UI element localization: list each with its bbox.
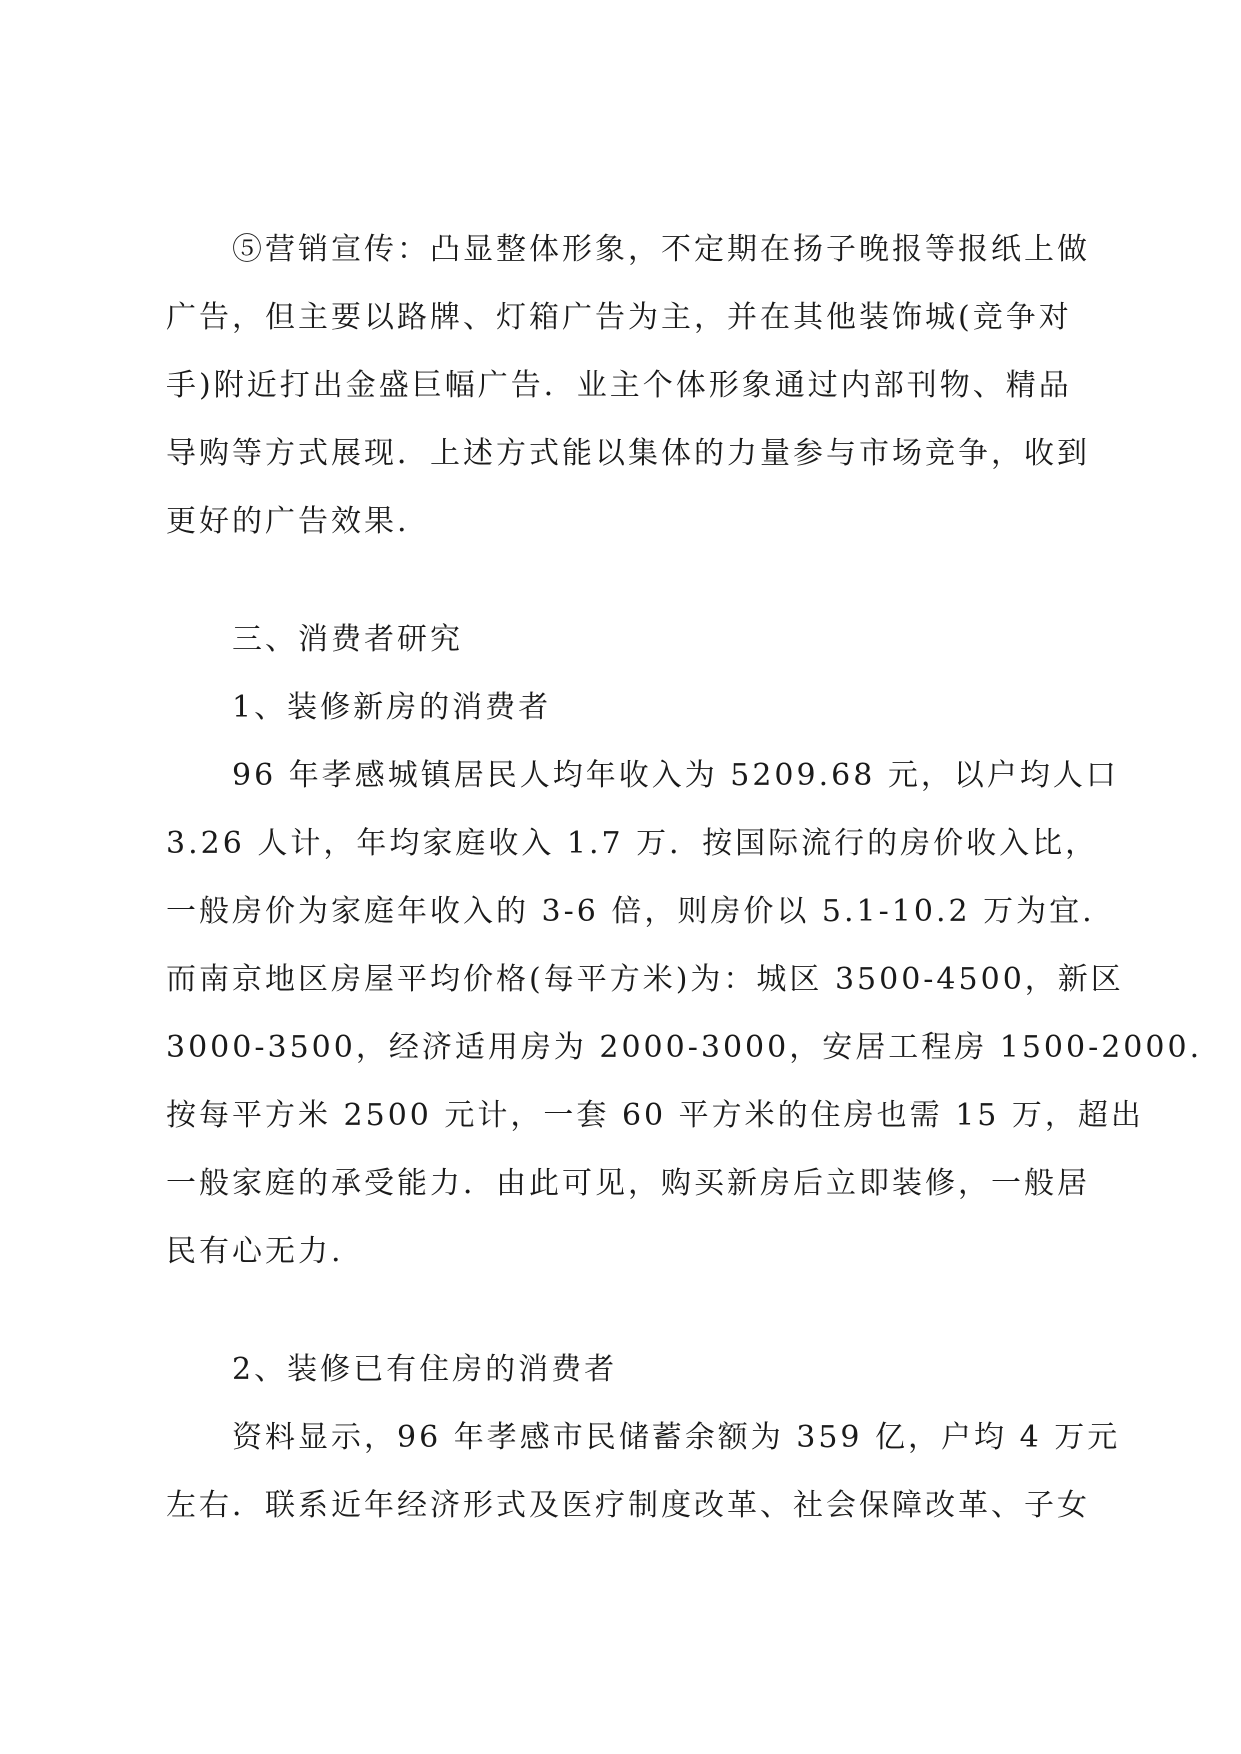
paragraph-savings-line-2: 左右．联系近年经济形式及医疗制度改革、社会保障改革、子女 (166, 1488, 1090, 1523)
paragraph-income-line-4: 而南京地区房屋平均价格(每平方米)为：城区 3500-4500，新区 (166, 962, 1124, 997)
paragraph-income-line-5: 3000-3500，经济适用房为 2000-3000，安居工程房 1500-2000. (166, 1030, 1203, 1065)
subheading-existing-house-consumers: 2、装修已有住房的消费者 (232, 1352, 618, 1387)
paragraph-income-line-6: 按每平方米 2500 元计，一套 60 平方米的住房也需 15 万，超出 (166, 1098, 1144, 1133)
section-heading-consumer-research: 三、消费者研究 (232, 622, 463, 657)
paragraph-income-line-3: 一般房价为家庭年收入的 3-6 倍，则房价以 5.1-10.2 万为宜. (166, 894, 1095, 929)
paragraph-savings-line-1: 资料显示，96 年孝感市民储蓄余额为 359 亿，户均 4 万元 (232, 1420, 1121, 1455)
paragraph-marketing-line-5: 更好的广告效果. (166, 504, 410, 539)
paragraph-income-line-7: 一般家庭的承受能力．由此可见，购买新房后立即装修，一般居 (166, 1166, 1090, 1201)
paragraph-marketing-line-3: 手)附近打出金盛巨幅广告．业主个体形象通过内部刊物、精品 (166, 368, 1072, 403)
paragraph-income-line-2: 3.26 人计，年均家庭收入 1.7 万．按国际流行的房价收入比， (166, 826, 1099, 861)
paragraph-income-line-8: 民有心无力. (166, 1234, 344, 1269)
subheading-new-house-consumers: 1、装修新房的消费者 (232, 690, 552, 725)
paragraph-marketing-line-2: 广告，但主要以路牌、灯箱广告为主，并在其他装饰城(竞争对 (166, 300, 1072, 335)
paragraph-marketing-line-4: 导购等方式展现．上述方式能以集体的力量参与市场竞争，收到 (166, 436, 1090, 471)
paragraph-marketing-line-1: ⑤营销宣传：凸显整体形象，不定期在扬子晚报等报纸上做 (232, 232, 1090, 267)
paragraph-income-line-1: 96 年孝感城镇居民人均年收入为 5209.68 元，以户均人口 (232, 758, 1119, 793)
